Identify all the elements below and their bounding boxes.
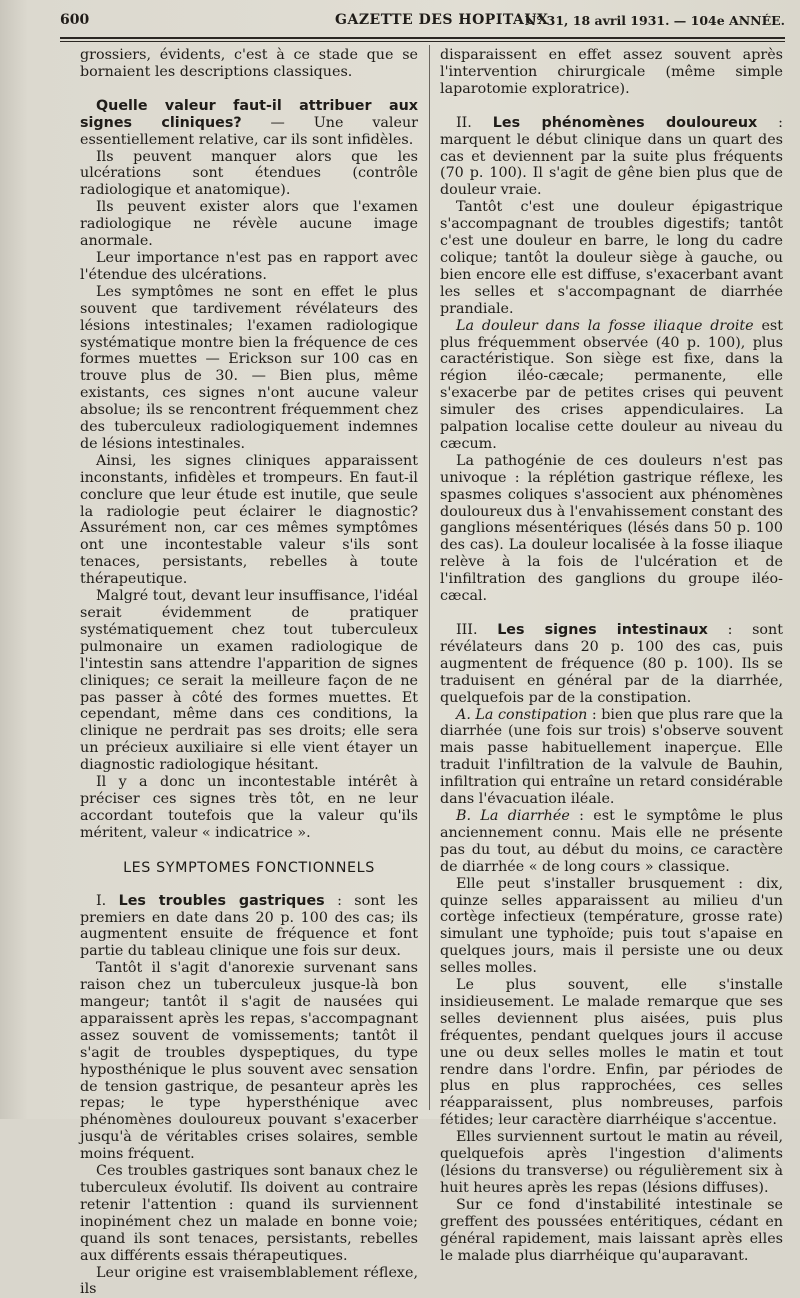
italic-lead: A. La constipation [456, 706, 588, 723]
left-column [80, 47, 418, 1298]
paragraph: Les symptômes ne sont en effet le plus souvent que tardivement révélateurs des lésions intestinales; l'examen radiologique systématique montre bien la fréquence de ces formes muettes — Erickson sur 100 cas en trouve plus de 30. — Bien plus, même existants, ces signes n'ont aucune valeur absolue; ils se rencontrent fréquemment chez des tuberculeux radiologiquement indemnes de lésions intestinales. [80, 283, 418, 452]
page-number: 600 [60, 12, 90, 28]
section-title: LES SYMPTOMES FONCTIONNELS [123, 859, 375, 876]
paragraph: Le plus souvent, elle s'installe insidieusement. Le malade remarque que ses selles deviennent plus aisées, puis plus fréquentes, pendant quelques jours il accuse une ou deux selles molles le matin et tout rendre dans l'ordre. Enfin, par périodes de plus en plus rapprochées, ces selles réapparaissent, plus nombreuses, parfois fétides; leur caractère diarrhéique s'accentue. [440, 977, 783, 1129]
paragraph: La douleur dans la fosse iliaque droite est plus fréquemment observée (40 p. 100), plus caractéristique. Son siège est fixe, dans la région iléo-cæcale; permanente, elle s'exacerbe par de petites crises qui peuvent simuler des crises appendiculaires. La palpation localise cette douleur au niveau du cæcum. [440, 317, 783, 452]
section-heading: Les troubles gastriques [118, 892, 325, 909]
paragraph: Ces troubles gastriques sont banaux chez le tuberculeux évolutif. Ils doivent au contraire retenir l'attention : quand ils surviennent inopinément chez un malade en bonne voie; quand ils sont tenaces, persistants, rebelles aux différents essais thérapeutiques. [80, 1163, 418, 1264]
paragraph: Leur origine est vraisemblablement réflexe, ils [80, 1264, 418, 1298]
paragraph: grossiers, évidents, c'est à ce stade que se bornaient les descriptions classiques. [80, 47, 418, 80]
section-heading: Les signes intestinaux [497, 622, 708, 638]
paragraph: I. Les troubles gastriques : sont les premiers en date dans 20 p. 100 des cas; ils augmentent ensuite de fréquence et font partie du tableau clinique une fois sur deux. [80, 892, 418, 960]
paragraph: Sur ce fond d'instabilité intestinale se greffent des poussées entéritiques, cédant en général rapidement, mais laissant après elles le malade plus diarrhéique qu'auparavant. [440, 1196, 783, 1264]
header-rule-thin [60, 41, 785, 42]
journal-title: GAZETTE DES HOPITAUX [335, 12, 549, 28]
header-rule [60, 37, 785, 39]
section-heading: Les phénomènes douloureux [492, 114, 758, 131]
paragraph: Ils peuvent manquer alors que les ulcérations sont étendues (contrôle radiologique et anatomique). [80, 148, 418, 199]
paragraph: Ainsi, les signes cliniques apparaissent inconstants, infidèles et trompeurs. En faut-il conclure que leur étude est inutile, que seule la radiologie peut éclairer le diagnostic? Assurément non, car ces mêmes symptômes ont une incontestable valeur s'ils sont tenaces, persistants, rebelles à toute thérapeutique. [80, 452, 418, 588]
italic-lead: La douleur dans la fosse iliaque droite [456, 317, 754, 334]
column-divider [429, 45, 430, 1110]
paragraph: Tantôt il s'agit d'anorexie survenant sans raison chez un tuberculeux jusque-là bon mangeur; tantôt il s'agit de nausées qui apparaissent après les repas, s'accompagnant assez souvent de vomissements; tantôt il s'agit de troubles dyspeptiques, du type hyposthénique le plus souvent avec sensation de tension gastrique, de pesanteur après les repas; le type hypersthénique avec phénomènes douloureux pouvant s'exacerber jusqu'à de véritables crises solaires, semble moins fréquent. [80, 960, 418, 1163]
issue-info: N° 31, 18 avril 1931. — 104e ANNÉE. [524, 13, 785, 28]
right-column [440, 47, 783, 1264]
section-heading: Quelle valeur faut-il attribuer aux signes cliniques? [80, 97, 418, 131]
paragraph: Tantôt c'est une douleur épigastrique s'accompagnant de troubles digestifs; tantôt c'est une douleur en barre, le long du cadre colique; tantôt la douleur siège à gauche, ou bien encore elle est diffuse, s'exacerbant avant les selles et s'accompagnant de diarrhée prandiale. [440, 199, 783, 317]
paragraph: Malgré tout, devant leur insuffisance, l'idéal serait évidemment de pratiquer systématiquement chez tout tuberculeux pulmonaire un examen radiologique de l'intestin sans attendre l'apparition de signes cliniques; ce serait la meilleure façon de ne pas passer à côté des formes muettes. Et cependant, même dans ces conditions, la clinique ne perdrait pas ses droits; elle sera un précieux auxiliaire si elle vient étayer un diagnostic radiologique hésitant. [80, 588, 418, 774]
page-header [60, 12, 785, 34]
paragraph: La pathogénie de ces douleurs n'est pas univoque : la réplétion gastrique réflexe, les spasmes coliques s'associent aux phénomènes douloureux dus à l'envahissement constant des ganglions mésentériques (lésés dans 50 p. 100 des cas). La douleur localisée à la fosse iliaque relève à la fois de l'ulcération et de l'infiltration des ganglions du groupe iléo-cæcal. [440, 452, 783, 605]
italic-lead: B. La diarrhée [456, 807, 570, 824]
paragraph: III. Les signes intestinaux : sont révélateurs dans 20 p. 100 des cas, puis augmentent de fréquence (80 p. 100). Ils se traduisent en général par de la diarrhée, quelquefois par de la constipation. [440, 622, 783, 706]
paragraph: disparaissent en effet assez souvent après l'intervention chirurgicale (même simple laparotomie exploratrice). [440, 47, 783, 97]
paragraph: Il y a donc un incontestable intérêt à préciser ces signes très tôt, en ne leur accordant toutefois que la valeur qu'ils méritent, valeur « indicatrice ». [80, 774, 418, 841]
paragraph: Elles surviennent surtout le matin au réveil, quelquefois après l'ingestion d'aliments (lésions du transverse) ou régulièrement six à huit heures après les repas (lésions diffuses). [440, 1129, 783, 1196]
paragraph: A. La constipation : bien que plus rare que la diarrhée (une fois sur trois) s'observe souvent mais passe habituellement inaperçue. Elle traduit l'infiltration de la valvule de Bauhin, infiltration qui entraîne un retard considérable dans l'évacuation iléale. [440, 706, 783, 808]
paragraph: Ils peuvent exister alors que l'examen radiologique ne révèle aucune image anormale. [80, 199, 418, 250]
paragraph: Leur importance n'est pas en rapport avec l'étendue des ulcérations. [80, 249, 418, 283]
paragraph: B. La diarrhée : est le symptôme le plus anciennement connu. Mais elle ne présente pas du tout, au début du moins, ce caractère de diarrhée « de long cours » classique. [440, 807, 783, 875]
paragraph: Quelle valeur faut-il attribuer aux signes cliniques? — Une valeur essentiellement relative, car ils sont infidèles. [80, 97, 418, 148]
paragraph: Elle peut s'installer brusquement : dix, quinze selles apparaissent au milieu d'un cortège infectieux (température, grosse rate) simulant une typhoïde; puis tout s'apaise en quelques jours, mais il persiste une ou deux selles molles. [440, 875, 783, 977]
paragraph: II. Les phénomènes douloureux : marquent le début clinique dans un quart des cas et deviennent par la suite plus fréquents (70 p. 100). Il s'agit de gêne bien plus que de douleur vraie. [440, 114, 783, 199]
